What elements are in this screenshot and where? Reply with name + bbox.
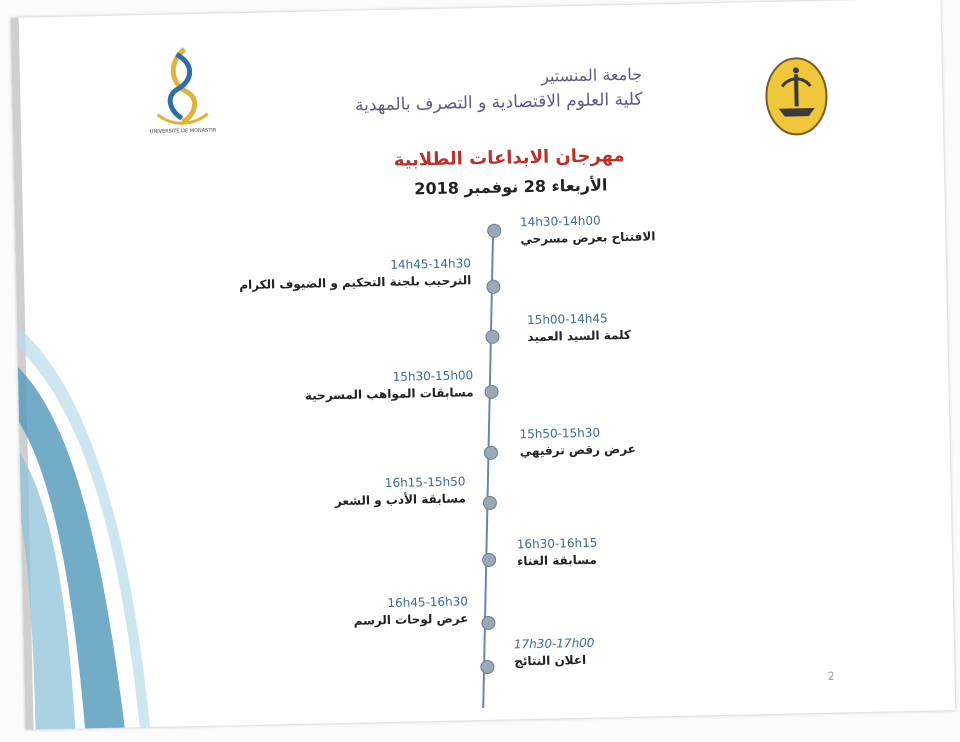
timeline-event [517, 536, 598, 569]
event-name: عرض لوحات الرسم [353, 611, 469, 628]
timeline-event [520, 212, 656, 246]
event-name: مسابقات المواهب المسرحية [304, 385, 474, 403]
timeline-event [527, 311, 631, 344]
festival-title: مهرجان الابداعات الطلابية [393, 144, 625, 171]
event-time: 15h50-15h30 [519, 425, 601, 442]
event-name: الترحيب بلجنة التحكيم و الضيوف الكرام [239, 273, 472, 293]
event-time: 14h30-14h00 [519, 213, 601, 230]
timeline-event [519, 425, 636, 458]
timeline-event [514, 636, 595, 669]
logo-caption: UNIVERSITÉ DE MONASTIR [149, 127, 217, 135]
event-time: 16h30-16h15 [516, 535, 598, 552]
event-time: 16h45-16h30 [387, 594, 469, 611]
event-name: مسابقة الأدب و الشعر [334, 491, 466, 509]
event-name: كلمة السيد العميد [527, 327, 632, 345]
event-name: مسابقة الغناء [516, 552, 597, 569]
university-name: جامعة المنستير [540, 64, 643, 86]
timeline-event [239, 256, 472, 292]
event-name: اعلان النتائج [514, 652, 587, 669]
event-time: 15h00-14h45 [526, 311, 608, 328]
faculty-name: كلية العلوم الاقتصادية و التصرف بالمهدية [354, 89, 643, 116]
timeline-event [334, 474, 466, 508]
event-name: عرض رقص ترفيهي [519, 441, 637, 459]
page-number: 2 [827, 669, 835, 683]
festival-date: الأربعاء 28 نوفمبر 2018 [414, 175, 608, 199]
slide-page [11, 0, 956, 730]
event-time: 15h30-15h00 [392, 368, 474, 384]
timeline-event [304, 368, 473, 403]
event-time: 14h45-14h30 [390, 256, 472, 272]
event-time: 17h30-17h00 [513, 635, 595, 652]
timeline-event [353, 594, 468, 627]
event-time: 16h15-15h50 [384, 474, 466, 491]
event-name: الافتتاح بعرض مسرحي [520, 229, 656, 247]
